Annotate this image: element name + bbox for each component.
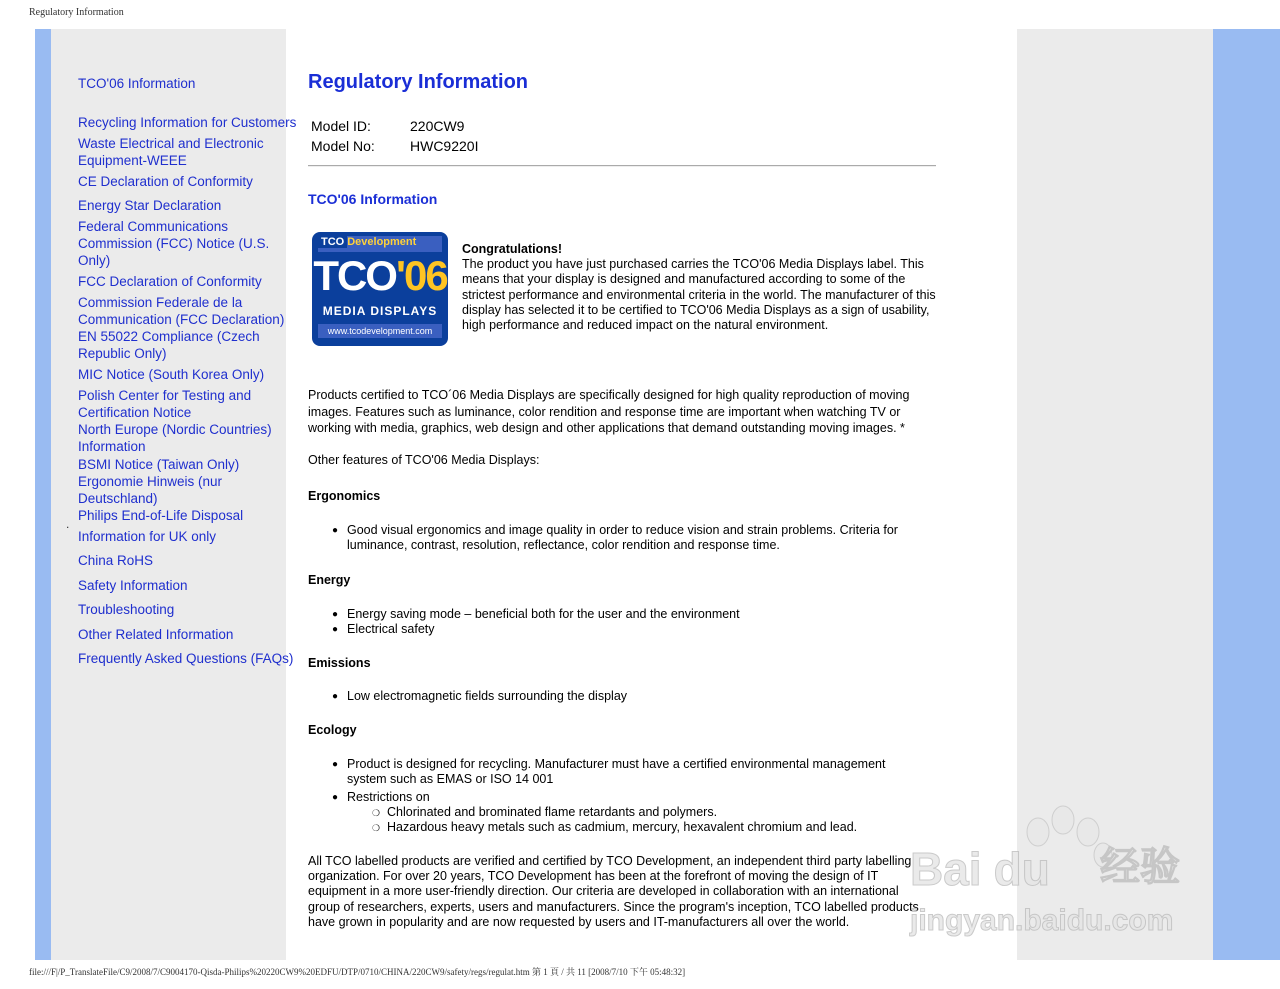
ecology-heading: Ecology — [308, 723, 357, 737]
divider — [308, 165, 936, 167]
watermark-brand: Bai du — [910, 843, 1050, 895]
list-item: ● Energy saving mode – beneficial both for the user and the environment — [347, 607, 927, 622]
watermark-cn: 经验 — [1100, 844, 1180, 890]
sidebar-item-recycling[interactable]: Recycling Information for Customers — [78, 115, 297, 130]
model-id-value: 220CW9 — [410, 118, 465, 134]
paw-pad — [1077, 818, 1099, 846]
sidebar-item-ergonomie[interactable]: Ergonomie Hinweis (nur Deutschland) — [78, 474, 223, 506]
left-blue-border — [35, 29, 51, 960]
sub-list-item: ❍ Chlorinated and brominated flame retardants and polymers. — [387, 805, 927, 820]
section-title: TCO'06 Information — [308, 191, 438, 207]
baidu-watermark — [905, 800, 1205, 940]
sidebar-item-safety[interactable]: Safety Information — [78, 578, 188, 593]
logo-tagline: MEDIA DISPLAYS — [322, 304, 438, 318]
sidebar-item-uk[interactable]: Information for UK only — [78, 529, 217, 544]
model-no-row — [311, 138, 479, 154]
sidebar-item-fcc-notice[interactable]: Federal Communications Commission (FCC) Notice (U.S. Only) — [78, 219, 270, 268]
model-no-label: Model No: — [311, 138, 375, 154]
list-item: ● Good visual ergonomics and image quality in order to reduce vision and strain problems. Criteria for luminance, contrast, resolution, reflectance, color rendition and response time. — [347, 523, 927, 554]
sidebar-item-polish[interactable]: Polish Center for Testing and Certification Notice — [78, 388, 252, 420]
other-features-text: Other features of TCO'06 Media Displays: — [308, 453, 540, 467]
list-item: ● Product is designed for recycling. Manufacturer must have a certified environmental management system such as EMAS or ISO 14 001 — [347, 757, 907, 788]
emissions-heading: Emissions — [308, 656, 371, 670]
sidebar-item-tco06[interactable]: TCO'06 Information — [78, 76, 196, 91]
model-id-row — [311, 118, 465, 134]
congratulations-block — [462, 242, 938, 333]
sidebar-item-en55022[interactable]: EN 55022 Compliance (Czech Republic Only) — [78, 329, 260, 361]
paw-pad — [1052, 806, 1074, 834]
sub-list-item: ❍ Hazardous heavy metals such as cadmium, mercury, hexavalent chromium and lead. — [387, 820, 927, 835]
sidebar-item-ce[interactable]: CE Declaration of Conformity — [78, 174, 253, 189]
sidebar-item-cfc[interactable]: Commission Federale de la Communication (FCC Declaration) — [78, 295, 285, 327]
sidebar-item-mic[interactable]: MIC Notice (South Korea Only) — [78, 367, 265, 382]
right-blue-border — [1213, 29, 1280, 960]
list-item: ● Low electromagnetic fields surrounding the display — [347, 689, 927, 704]
print-footer: file:///F|/P_TranslateFile/C9/2008/7/C9004170-Qisda-Philips%20220CW9%20EDFU/DTP/0710/CHINA/220CW9/safety/regs/regulat.htm 第 1 頁 / 共 11 [2008/7/10 下午 05:48:32] — [29, 967, 686, 977]
print-header: Regulatory Information — [29, 7, 124, 18]
tco06-logo — [312, 232, 448, 346]
sidebar-item-eol[interactable]: Philips End-of-Life Disposal — [78, 508, 244, 523]
ergonomics-heading: Ergonomics — [308, 489, 381, 503]
sidebar-item-fcc-doc[interactable]: FCC Declaration of Conformity — [78, 274, 262, 289]
watermark-url: jingyan.baidu.com — [910, 904, 1174, 937]
closing-paragraph: All TCO labelled products are verified and certified by TCO Development, an independent third party labelling organization. For over 20 years, TCO Development has been at the forefront of moving the design of IT equipment in a more user-friendly direction. Our criteria are developed in collaboration with an international group of researchers, experts, users and manufacturers. Since the program's inception, TCO labelled products have grown in popularity and are now requested by users and IT-manufacturers all over the world. — [308, 854, 919, 929]
paw-pad — [1027, 818, 1049, 846]
logo-url: www.tcodevelopment.com — [318, 324, 442, 338]
congrats-title: Congratulations! — [462, 242, 562, 256]
sidebar-item-energy-star[interactable]: Energy Star Declaration — [78, 198, 222, 213]
list-item: ● Restrictions on — [347, 790, 927, 805]
sidebar-item-other-info[interactable]: Other Related Information — [78, 627, 234, 642]
logo-top-band: TCO Development — [318, 236, 442, 252]
congrats-text: The product you have just purchased carries the TCO'06 Media Displays label. This means that your display is designed and manufactured according to some of the strictest performance and environmental criteria in the world. The manufacturer of this display has selected it to be certified to TCO'06 Media Displays as a sign of usability, high performance and reduced impact on the natural environment. — [462, 257, 936, 333]
intro-paragraph: Products certified to TCO´06 Media Displays are specifically designed for high quality reproduction of moving images. Features such as luminance, color rendition and response time are important when watching TV or working with media, graphics, web design and other applications that demand outstanding moving images. * — [308, 388, 910, 435]
sidebar-item-troubleshooting[interactable]: Troubleshooting — [78, 602, 175, 617]
sidebar-item-weee[interactable]: Waste Electrical and Electronic Equipment-WEEE — [78, 136, 264, 168]
energy-heading: Energy — [308, 573, 351, 587]
sidebar-item-bsmi[interactable]: BSMI Notice (Taiwan Only) — [78, 457, 240, 472]
page-title: Regulatory Information — [308, 71, 529, 93]
sidebar-item-china-rohs[interactable]: China RoHS — [78, 553, 154, 568]
sidebar-item-nordic[interactable]: North Europe (Nordic Countries) Information — [78, 422, 272, 454]
model-no-value: HWC9220I — [410, 138, 479, 154]
logo-big-text: TCO'06 — [313, 252, 447, 299]
nav-bullet: . — [66, 517, 70, 531]
sidebar-item-faq[interactable]: Frequently Asked Questions (FAQs) — [78, 651, 294, 666]
list-item: ● Electrical safety — [347, 622, 927, 637]
model-id-label: Model ID: — [311, 118, 371, 134]
